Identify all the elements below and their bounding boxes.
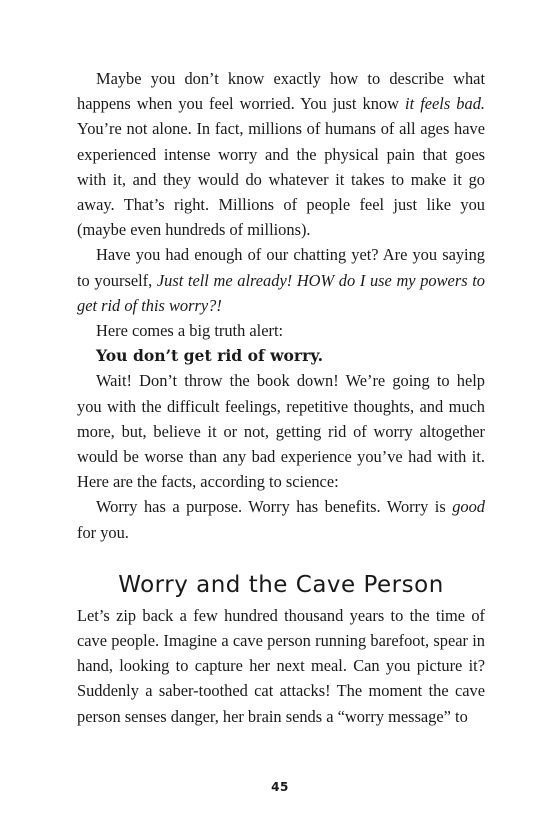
paragraph-text: Worry has a purpose. Worry has benefits. Worry is	[96, 497, 453, 517]
paragraph-dont-throw: Wait! Don’t throw the book down! We’re going to help you with the difficult feelings, repetitive thoughts, and much more, but, believe it or not, getting rid of worry altogether would be worse than any bad experience you’ve had with it. Here are the facts, according to science:	[77, 371, 485, 492]
page-number: 45	[271, 780, 289, 794]
emphasis-text: Just tell me already! HOW do I use my powers to get rid of this worry?!	[77, 270, 485, 315]
paragraph-worry-description	[77, 66, 485, 242]
emphasis-text: good	[452, 497, 485, 517]
paragraph-text: Have you had enough of our chatting yet? Are you saying to yourself,	[77, 245, 485, 290]
paragraph-worry-purpose	[77, 494, 485, 544]
section-heading: Worry and the Cave Person	[118, 571, 444, 598]
paragraph-text: for you.	[77, 522, 129, 542]
paragraph-text: Maybe you don’t know exactly how to describe what happens when you feel worried. You just know	[77, 69, 485, 114]
bold-statement-text: You don’t get rid of worry.	[96, 346, 324, 366]
paragraph-cave-person: Let’s zip back a few hundred thousand years to the time of cave people. Imagine a cave person running barefoot, spear in hand, looking to capture her next meal. Can you picture it? Suddenly a saber-toothed cat attacks! The moment the cave person senses danger, her brain sends a “worry message” to	[77, 605, 485, 726]
paragraph-chatting	[77, 242, 485, 318]
emphasis-text: it feels bad.	[405, 94, 485, 114]
paragraph-bold-statement	[77, 343, 485, 368]
page-body	[77, 66, 485, 729]
paragraph-truth-alert: Here comes a big truth alert:	[96, 321, 284, 341]
paragraph-text: You’re not alone. In fact, millions of humans of all ages have experienced intense worry and the physical pain that goes with it, and they would do whatever it takes to make it go away. That’s right. Millions of people feel just like you (maybe even hundreds of millions).	[77, 119, 485, 240]
